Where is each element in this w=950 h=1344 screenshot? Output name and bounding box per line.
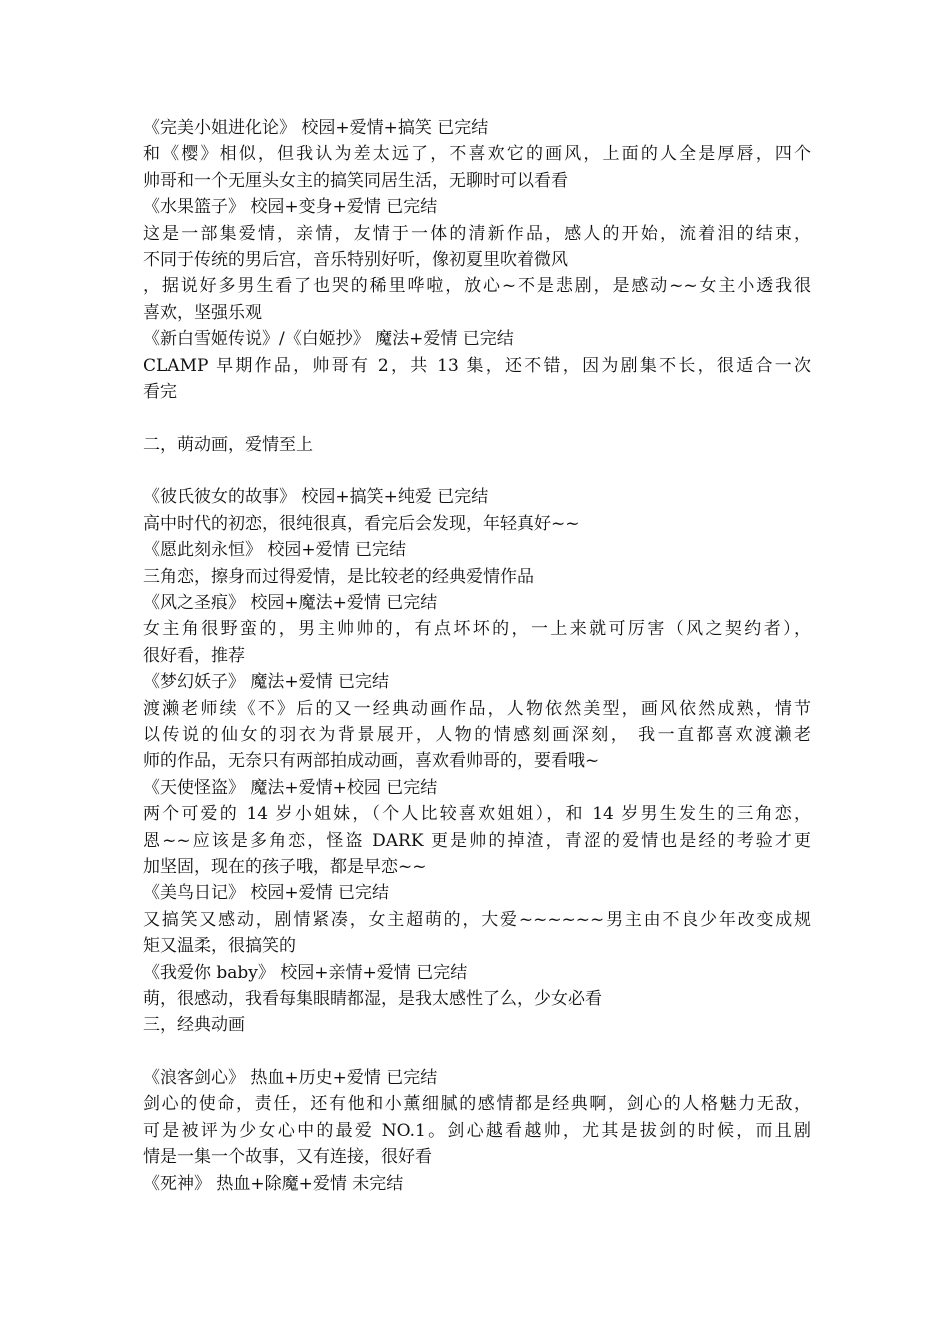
text-line: 《美鸟日记》 校园+爱情 已完结	[143, 883, 390, 904]
text-line: 三，经典动画	[143, 1015, 245, 1036]
text-line: 渡濑老师续《不》后的又一经典动画作品，人物依然美型，画风依然成熟，情节	[143, 698, 811, 719]
text-line: 《风之圣痕》 校园+魔法+爱情 已完结	[143, 593, 438, 614]
text-line: 《愿此刻永恒》 校园+爱情 已完结	[143, 540, 407, 561]
text-line: 《水果篮子》 校园+变身+爱情 已完结	[143, 197, 438, 218]
text-line: 很好看，推荐	[143, 645, 245, 666]
text-line: 《梦幻妖子》 魔法+爱情 已完结	[143, 672, 390, 693]
text-line: 《天使怪盗》 魔法+爱情+校园 已完结	[143, 777, 438, 798]
text-line: 喜欢，坚强乐观	[143, 302, 262, 323]
text-line: 剑心的使命，责任，还有他和小薰细腻的感情都是经典啊，剑心的人格魅力无敌，	[143, 1094, 811, 1115]
text-line: 二，萌动画，爱情至上	[143, 434, 313, 455]
text-line: 女主角很野蛮的，男主帅帅的，有点坏坏的，一上来就可厉害（风之契约者），	[143, 619, 811, 640]
text-line: 恩~~应该是多角恋，怪盗 DARK 更是帅的掉渣，青涩的爱情也是经的考验才更	[143, 830, 811, 851]
text-line: 加坚固，现在的孩子哦，都是早恋~~	[143, 856, 427, 877]
text-line: 不同于传统的男后宫，音乐特别好听，像初夏里吹着微风	[143, 249, 568, 270]
text-line: 《死神》 热血+除魔+爱情 未完结	[143, 1173, 404, 1194]
blank-line	[143, 1039, 811, 1065]
text-line: 矩又温柔，很搞笑的	[143, 936, 296, 957]
text-line: 师的作品，无奈只有两部拍成动画，喜欢看帅哥的，要看哦~	[143, 751, 600, 772]
text-line: 又搞笑又感动，剧情紧凑，女主超萌的，大爱~~~~~~男主由不良少年改变成规	[143, 909, 811, 930]
text-line: 《新白雪姬传说》/《白姬抄》 魔法+爱情 已完结	[143, 329, 514, 350]
text-line: 《浪客剑心》 热血+历史+爱情 已完结	[143, 1068, 438, 1089]
text-line: 两个可爱的 14 岁小姐妹，（个人比较喜欢姐姐），和 14 岁男生发生的三角恋，	[143, 804, 811, 825]
text-line: 《我爱你 baby》 校园+亲情+爱情 已完结	[143, 962, 468, 983]
text-line: CLAMP 早期作品，帅哥有 2，共 13 集，还不错，因为剧集不长，很适合一次	[143, 355, 811, 376]
text-line: 高中时代的初恋，很纯很真，看完后会发现，年轻真好~~	[143, 513, 580, 534]
text-line: 以传说的仙女的羽衣为背景展开，人物的情感刻画深刻， 我一直都喜欢渡濑老	[143, 724, 811, 745]
text-line: 帅哥和一个无厘头女主的搞笑同居生活，无聊时可以看看	[143, 170, 568, 191]
text-line: 《彼氏彼女的故事》 校园+搞笑+纯爱 已完结	[143, 487, 489, 508]
text-line: 这是一部集爱情，亲情，友情于一体的清新作品，感人的开始，流着泪的结束，	[143, 223, 811, 244]
text-line: 看完	[143, 381, 177, 402]
text-line: 三角恋，擦身而过得爱情，是比较老的经典爱情作品	[143, 566, 534, 587]
text-line: 萌，很感动，我看每集眼睛都湿，是我太感性了么，少女必看	[143, 988, 602, 1009]
text-line: 情是一集一个故事，又有连接，很好看	[143, 1147, 432, 1168]
blank-line	[143, 405, 811, 431]
text-line: 可是被评为少女心中的最爱 NO.1。剑心越看越帅，尤其是拔剑的时候，而且剧	[143, 1120, 811, 1141]
text-line: 和《樱》相似，但我认为差太远了，不喜欢它的画风，上面的人全是厚唇，四个	[143, 144, 811, 165]
blank-line	[143, 458, 811, 484]
text-line: ，据说好多男生看了也哭的稀里哗啦，放心~不是悲剧，是感动~~女主小透我很	[143, 276, 811, 297]
document-page	[143, 115, 811, 1197]
text-line: 《完美小姐进化论》 校园+爱情+搞笑 已完结	[143, 118, 489, 138]
